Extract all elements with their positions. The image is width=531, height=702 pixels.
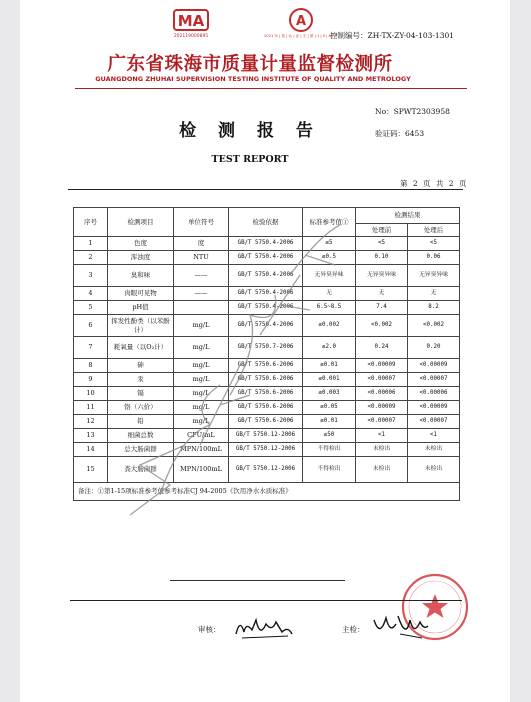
header-after: 处理后 xyxy=(408,224,460,237)
cell-item: 细菌总数 xyxy=(108,429,174,443)
cell-seq: 14 xyxy=(74,443,108,457)
cell-before: <0.00009 xyxy=(356,359,408,373)
cell-unit: MPN/100mL xyxy=(174,443,229,457)
cell-item: 镉 xyxy=(108,387,174,401)
cal-logo xyxy=(264,6,338,40)
cell-standard: ≤0.01 xyxy=(303,415,356,429)
cell-after: <5 xyxy=(408,237,460,251)
cell-after: <0.00009 xyxy=(408,401,460,415)
cell-seq: 3 xyxy=(74,265,108,287)
cell-item: 耗氧量（以O₂计） xyxy=(108,337,174,359)
cell-unit: CFU/mL xyxy=(174,429,229,443)
cell-seq: 7 xyxy=(74,337,108,359)
cell-before: 无异臭异味 xyxy=(356,265,408,287)
institute-name-cn: 广东省珠海市质量计量监督检测所 xyxy=(107,54,393,75)
header-seq: 序号 xyxy=(74,208,108,237)
cell-before: 未检出 xyxy=(356,443,408,457)
cell-standard: ≤0.05 xyxy=(303,401,356,415)
section-divider xyxy=(68,189,463,190)
cell-after: 无异臭异味 xyxy=(408,265,460,287)
cell-seq: 6 xyxy=(74,315,108,337)
cma-logo-text: MA xyxy=(177,12,205,30)
cell-basis: GB/T 5750.4-2006 xyxy=(229,315,303,337)
cell-unit: 度 xyxy=(174,237,229,251)
table-note: 备注：①第1-15项标准参考值参考标准CJ 94-2005《饮用净水水质标准》 xyxy=(74,483,460,501)
cell-after: 8.2 xyxy=(408,301,460,315)
cell-before: <0.00009 xyxy=(356,401,408,415)
cell-before: <0.00006 xyxy=(356,387,408,401)
cell-seq: 15 xyxy=(74,457,108,483)
cell-unit: NTU xyxy=(174,251,229,265)
cell-basis: GB/T 5750.6-2006 xyxy=(229,401,303,415)
cell-after: 未检出 xyxy=(408,443,460,457)
report-title-cn: 检 测 报 告 xyxy=(179,121,321,141)
cell-basis: GB/T 5750.6-2006 xyxy=(229,415,303,429)
cell-unit: mg/L xyxy=(174,415,229,429)
cell-seq: 9 xyxy=(74,373,108,387)
cell-unit: MPN/100mL xyxy=(174,457,229,483)
cell-standard: ≤0.5 xyxy=(303,251,356,265)
cell-seq: 1 xyxy=(74,237,108,251)
header-standard: 标准参考值① xyxy=(303,208,356,237)
header-item: 检测项目 xyxy=(108,208,174,237)
cell-basis: GB/T 5750.4-2006 xyxy=(229,287,303,301)
cell-basis: GB/T 5750.12-2006 xyxy=(229,443,303,457)
cell-before: 未检出 xyxy=(356,457,408,483)
cell-after: <1 xyxy=(408,429,460,443)
chief-inspector-label: 主检： xyxy=(342,625,365,634)
cell-basis: GB/T 5750.6-2006 xyxy=(229,387,303,401)
cell-item: 砷 xyxy=(108,359,174,373)
cell-basis: GB/T 5750.4-2006 xyxy=(229,237,303,251)
report-title-en: TEST REPORT xyxy=(211,154,289,165)
cell-item: 总大肠菌群 xyxy=(108,443,174,457)
cell-item: 色度 xyxy=(108,237,174,251)
cell-standard: ≤50 xyxy=(303,429,356,443)
cell-unit: —— xyxy=(174,287,229,301)
cell-after: <0.00009 xyxy=(408,359,460,373)
cell-basis: GB/T 5750.12-2006 xyxy=(229,429,303,443)
cell-item: 铬（六价） xyxy=(108,401,174,415)
cell-standard: 不得检出 xyxy=(303,457,356,483)
cma-caption: 202119000895 xyxy=(173,34,209,39)
cell-basis: GB/T 5750.4-2006 xyxy=(229,251,303,265)
header-results: 检测结果 xyxy=(356,208,460,224)
cell-seq: 8 xyxy=(74,359,108,373)
cell-before: <0.00007 xyxy=(356,373,408,387)
cell-standard: 无 xyxy=(303,287,356,301)
cell-item: 挥发性酚类（以苯酚计） xyxy=(108,315,174,337)
cell-before: <0.002 xyxy=(356,315,408,337)
institute-name-en: GUANGDONG ZHUHAI SUPERVISION TESTING INSTITUTE OF QUALITY AND METROLOGY xyxy=(95,75,411,83)
cell-after: <0.002 xyxy=(408,315,460,337)
cell-seq: 4 xyxy=(74,287,108,301)
cell-standard: ≤2.0 xyxy=(303,337,356,359)
cell-before: <0.00007 xyxy=(356,415,408,429)
cell-item: 肉眼可见物 xyxy=(108,287,174,301)
header-unit: 单位符号 xyxy=(174,208,229,237)
cell-unit: mg/L xyxy=(174,315,229,337)
cell-after: 无 xyxy=(408,287,460,301)
cell-after: 未检出 xyxy=(408,457,460,483)
cell-standard: ≤0.001 xyxy=(303,373,356,387)
verification-code: 验证码：6453 xyxy=(375,129,425,138)
cell-item: 臭和味 xyxy=(108,265,174,287)
cell-item: 汞 xyxy=(108,373,174,387)
cell-standard: 无异臭异味 xyxy=(303,265,356,287)
page-indicator: 第 2 页 共 2 页 xyxy=(400,179,467,188)
cell-standard: 不得检出 xyxy=(303,443,356,457)
cell-standard: ≤0.01 xyxy=(303,359,356,373)
cell-basis: GB/T 5750.6-2006 xyxy=(229,359,303,373)
header-before: 处理前 xyxy=(356,224,408,237)
cell-before: 0.10 xyxy=(356,251,408,265)
cell-before: <1 xyxy=(356,429,408,443)
cell-seq: 11 xyxy=(74,401,108,415)
header-basis: 检验依据 xyxy=(229,208,303,237)
cell-basis: GB/T 5750.6-2006 xyxy=(229,373,303,387)
cell-seq: 10 xyxy=(74,387,108,401)
reviewer-signature xyxy=(232,612,296,642)
cell-after: <0.00007 xyxy=(408,373,460,387)
cell-unit: mg/L xyxy=(174,373,229,387)
cell-unit: mg/L xyxy=(174,401,229,415)
cell-seq: 2 xyxy=(74,251,108,265)
cell-after: <0.00007 xyxy=(408,415,460,429)
cell-item: pH值 xyxy=(108,301,174,315)
cell-basis: GB/T 5750.4-2006 xyxy=(229,265,303,287)
watermark-stamp xyxy=(100,195,360,575)
cell-standard: 6.5~8.5 xyxy=(303,301,356,315)
cell-seq: 13 xyxy=(74,429,108,443)
reviewer-label: 审核： xyxy=(198,625,221,634)
cell-before: 7.4 xyxy=(356,301,408,315)
cell-unit: mg/L xyxy=(174,337,229,359)
cell-after: 0.06 xyxy=(408,251,460,265)
cell-unit: mg/L xyxy=(174,359,229,373)
cell-seq: 5 xyxy=(74,301,108,315)
cell-before: 0.24 xyxy=(356,337,408,359)
report-number: No：SPWT2303958 xyxy=(375,107,450,116)
cell-basis: GB/T 5750.4-2006 xyxy=(229,301,303,315)
cell-standard: ≤5 xyxy=(303,237,356,251)
cell-before: <5 xyxy=(356,237,408,251)
cal-caption: 2021 年 | 质 | 认 | 证 | 字 | 第 | 1 | 0 | 8 | 号 xyxy=(264,34,338,38)
header-divider xyxy=(75,88,467,89)
cal-logo-text: A xyxy=(295,14,307,29)
cell-unit: —— xyxy=(174,265,229,287)
cell-standard: ≤0.002 xyxy=(303,315,356,337)
cell-item: 粪大肠菌群 xyxy=(108,457,174,483)
cell-before: 无 xyxy=(356,287,408,301)
control-number: 控制编号：ZH-TX-ZY-04-103-1301 xyxy=(330,31,455,40)
cell-basis: GB/T 5750.7-2006 xyxy=(229,337,303,359)
cell-after: 0.20 xyxy=(408,337,460,359)
cma-logo xyxy=(160,8,222,40)
cell-item: 浑浊度 xyxy=(108,251,174,265)
cell-basis: GB/T 5750.12-2006 xyxy=(229,457,303,483)
chief-inspector-signature xyxy=(370,610,430,642)
cell-seq: 12 xyxy=(74,415,108,429)
footer-divider xyxy=(70,600,462,601)
cell-standard: ≤0.003 xyxy=(303,387,356,401)
cell-item: 铅 xyxy=(108,415,174,429)
cell-after: <0.00006 xyxy=(408,387,460,401)
signature-line xyxy=(170,580,345,581)
cell-unit: mg/L xyxy=(174,387,229,401)
